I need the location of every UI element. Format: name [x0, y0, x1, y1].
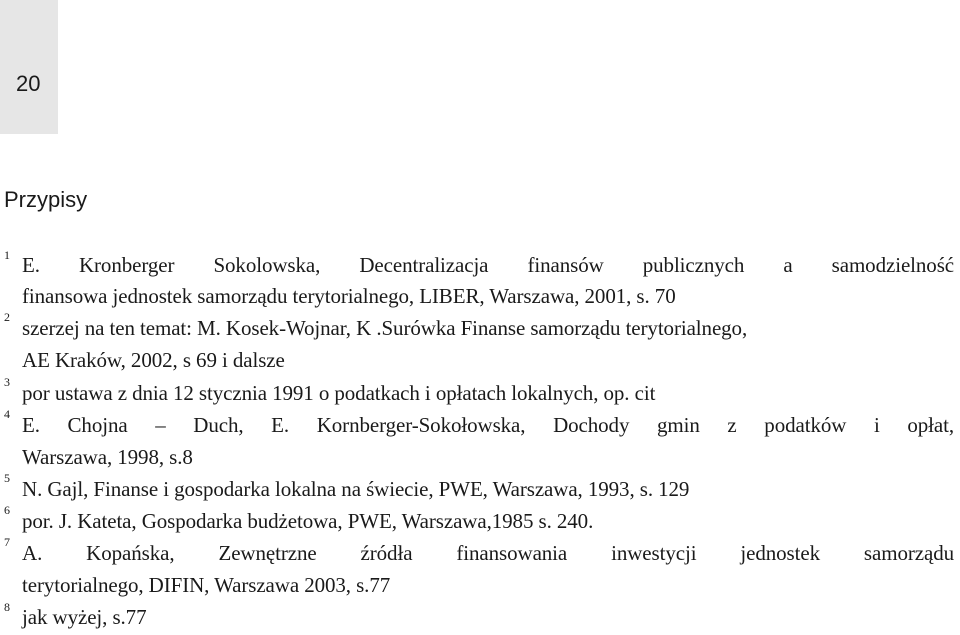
footnote-7-number: 7	[4, 535, 10, 549]
footnotes-heading: Przypisy	[4, 187, 88, 212]
footnote-5-line-1: N. Gajl, Finanse i gospodarka lokalna na świecie, PWE, Warszawa, 1993, s. 129	[22, 477, 690, 501]
footnote-4-number: 4	[4, 407, 10, 421]
footnote-6-number: 6	[4, 503, 10, 517]
footnote-7-line-1: A. Kopańska, Zewnętrzne źródła finansowania inwestycji jednostek samorządu	[22, 541, 954, 565]
footnote-4-line-1: E. Chojna – Duch, E. Kornberger-Sokołowska, Dochody gmin z podatków i opłat,	[22, 413, 954, 437]
footnote-7-line-2: terytorialnego, DIFIN, Warszawa 2003, s.77	[22, 573, 391, 597]
page-number: 20	[16, 71, 41, 96]
footnote-6-line-1: por. J. Kateta, Gospodarka budżetowa, PWE, Warszawa,1985 s. 240.	[22, 509, 594, 533]
footnote-1-number: 1	[4, 248, 10, 262]
footnote-1-line-2: finansowa jednostek samorządu terytorialnego, LIBER, Warszawa, 2001, s. 70	[22, 284, 676, 308]
footnote-8-line-1: jak wyżej, s.77	[22, 605, 147, 629]
footnote-2-line-2: AE Kraków, 2002, s 69 i dalsze	[22, 348, 285, 372]
footnote-3-line-1: por ustawa z dnia 12 stycznia 1991 o podatkach i opłatach lokalnych, op. cit	[22, 381, 656, 405]
footnote-3-number: 3	[4, 375, 10, 389]
footnote-4-line-2: Warszawa, 1998, s.8	[22, 445, 193, 469]
footnote-2-number: 2	[4, 310, 10, 324]
footnote-8-number: 8	[4, 600, 10, 614]
page-number-tab	[0, 0, 58, 134]
footnote-1-line-1: E. Kronberger Sokolowska, Decentralizacja finansów publicznych a samodzielność	[22, 253, 954, 277]
footnote-2-line-1: szerzej na ten temat: M. Kosek-Wojnar, K .Surówka Finanse samorządu terytorialnego,	[22, 316, 748, 340]
footnote-5-number: 5	[4, 471, 10, 485]
